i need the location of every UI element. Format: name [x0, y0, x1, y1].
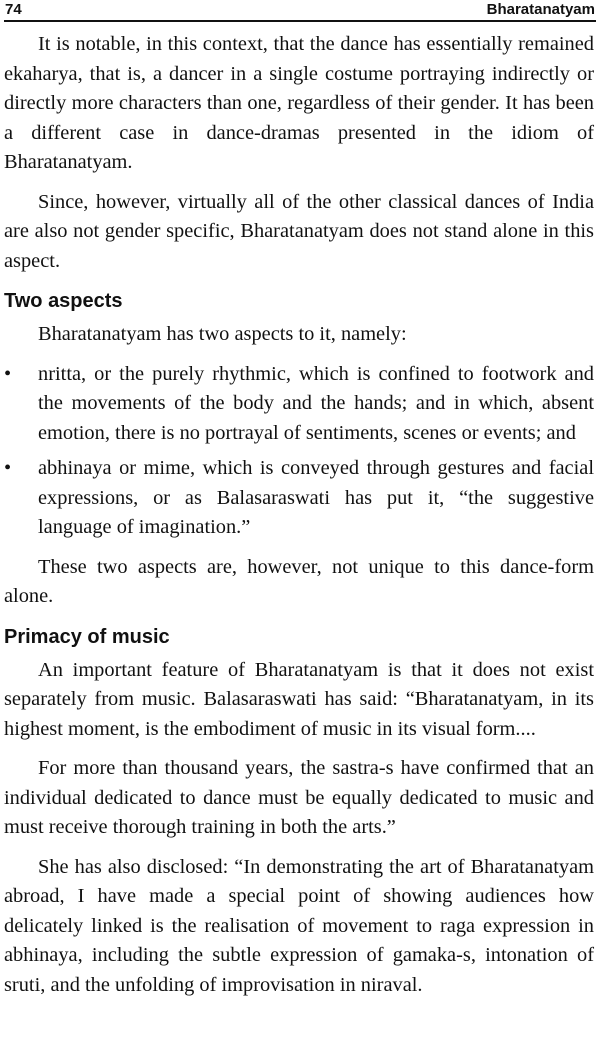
page-number: 74 — [5, 1, 22, 18]
paragraph-sastras: For more than thousand years, the sastra-s have confirmed that an individual dedicated to dance must be equally dedicated to music and must receive thorough training in both the arts.” — [4, 757, 594, 838]
list-item — [4, 360, 594, 449]
aspects-list — [4, 360, 594, 543]
running-title: Bharatanatyam — [486, 1, 595, 18]
bullet-icon: • — [4, 362, 12, 385]
paragraph-ekaharya: It is notable, in this context, that the dance has essentially remained ekaharya, that is, a dancer in a single costume portraying indirectly or directly more characters than one, regardless of their gender. It has been a different case in dance-dramas presented in the idiom of Bharatanatyam. — [4, 33, 594, 173]
page-body — [4, 30, 594, 1010]
list-item-text: nritta, or the purely rhythmic, which is confined to footwork and the movements of the body and the hands; and in which, absent emotion, there is no portrayal of sentiments, scenes or events; and — [38, 362, 594, 444]
bullet-icon: • — [4, 457, 12, 479]
section-heading-primacy-of-music: Primacy of music — [4, 625, 170, 648]
list-item-text: abhinaya or mime, which is conveyed through gestures and facial expressions, or as Balasaraswati has put it, “the suggestive language of imagination.” — [38, 457, 594, 538]
section-intro: Bharatanatyam has two aspects to it, namely: — [38, 323, 407, 345]
running-header — [4, 0, 596, 22]
paragraph-disclosed: She has also disclosed: “In demonstrating the art of Bharatanatyam abroad, I have made a special point of showing audiences how delicately linked is the realisation of movement to raga expression in abhinaya, including the subtle expression of gamaka-s, intonation of sruti, and the unfolding of improvisation in niraval. — [4, 855, 594, 996]
paragraph-music-feature: An important feature of Bharatanatyam is that it does not exist separately from music. Balasaraswati has said: “Bharatanatyam, in its highest moment, is the embodiment of music in its visual form.... — [4, 658, 594, 740]
header-rule — [4, 20, 596, 22]
paragraph-gender: Since, however, virtually all of the other classical dances of India are also not gender specific, Bharatanatyam does not stand alone in this aspect. — [4, 190, 594, 272]
list-item — [4, 454, 594, 543]
section-heading-two-aspects: Two aspects — [4, 290, 123, 312]
paragraph-aspects-closing: These two aspects are, however, not unique to this dance-form alone. — [4, 555, 594, 607]
